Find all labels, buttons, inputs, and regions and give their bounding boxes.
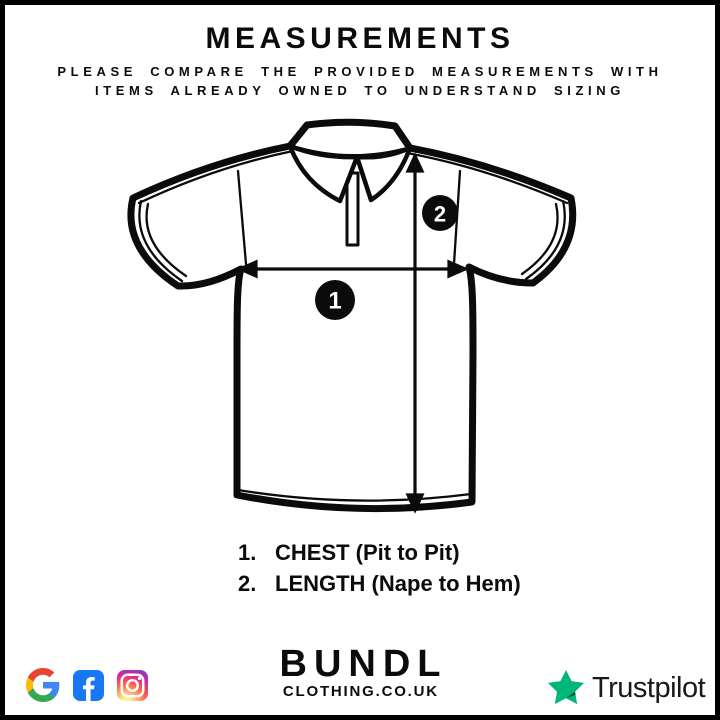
trustpilot-star-icon — [547, 669, 585, 707]
brand-name: BUNDL — [279, 643, 448, 685]
legend-text: CHEST (Pit to Pit) — [275, 540, 460, 565]
polo-shirt-diagram — [85, 113, 645, 533]
marker-1 — [315, 280, 355, 320]
page-subtitle — [5, 62, 715, 100]
legend-number: 2. — [238, 571, 257, 596]
legend-item-length — [238, 570, 521, 597]
page-title: MEASUREMENTS — [205, 22, 515, 55]
trustpilot-logo — [547, 669, 705, 707]
marker-1-label: 1 — [328, 287, 342, 315]
subtitle-line-2: ITEMS ALREADY OWNED TO UNDERSTAND SIZING — [95, 83, 625, 98]
legend-number: 1. — [238, 540, 257, 565]
legend-item-chest — [238, 539, 521, 566]
subtitle-line-1: PLEASE COMPARE THE PROVIDED MEASUREMENTS WITH — [57, 64, 663, 79]
brand-domain: CLOTHING.CO.UK — [282, 683, 439, 700]
marker-2-label: 2 — [433, 201, 447, 227]
legend-text: LENGTH (Nape to Hem) — [275, 571, 521, 596]
measurement-legend — [238, 539, 521, 601]
marker-2 — [422, 195, 458, 231]
trustpilot-wordmark: Trustpilot — [592, 671, 706, 704]
